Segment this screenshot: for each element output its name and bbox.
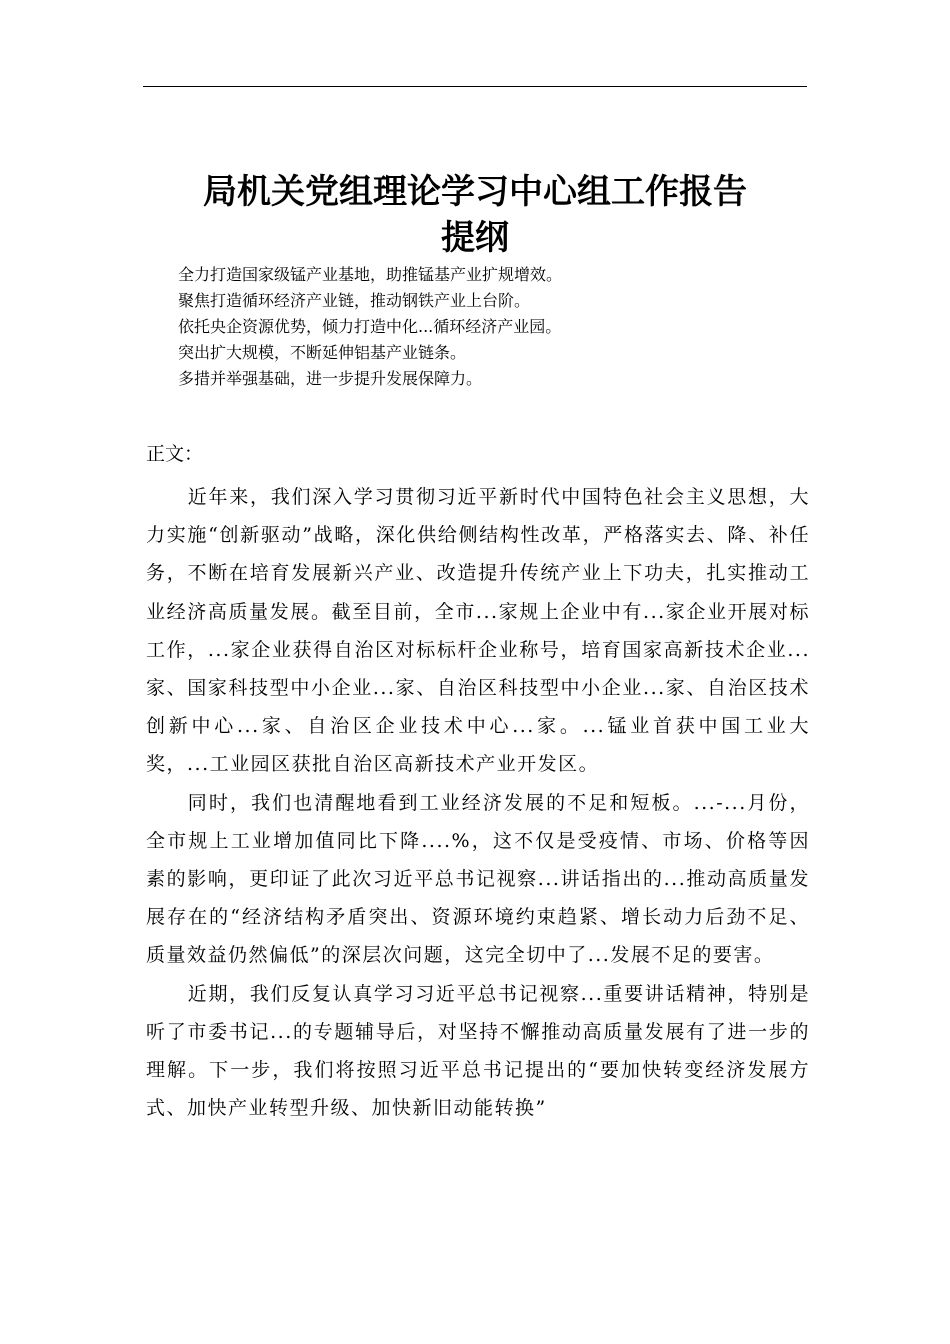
body-text: [146, 478, 810, 1127]
body-paragraph: 同时，我们也清醒地看到工业经济发展的不足和短板。...-...月份，全市规上工业增加值同比下降....%，这不仅是受疫情、市场、价格等因素的影响，更印证了此次习近平总书记视察...讲话指出的...推动高质量发展存在的“经济结构矛盾突出、资源环境约束趋紧、增长动力后劲不足、质量效益仍然偏低”的深层次问题，这完全切中了...发展不足的要害。: [146, 791, 810, 967]
header-rule: [143, 86, 807, 87]
body-paragraph: 近年来，我们深入学习贯彻习近平新时代中国特色社会主义思想，大力实施“创新驱动”战略，深化供给侧结构性改革，严格落实去、降、补任务，不断在培育发展新兴产业、改造提升传统产业上下功夫，扎实推动工业经济高质量发展。截至目前，全市...家规上企业中有...家企业开展对标工作，...家企业获得自治区对标标杆企业称号，培育国家高新技术企业...家、国家科技型中小企业...家、自治区科技型中小企业...家、自治区技术创新中心...家、自治区企业技术中心...家。...锰业首获中国工业大奖，...工业园区获批自治区高新技术产业开发区。: [146, 486, 810, 776]
outline-item: 聚焦打造循环经济产业链，推动钢铁产业上台阶。: [178, 291, 531, 310]
outline-item: 全力打造国家级锰产业基地，助推锰基产业扩规增效。: [178, 265, 563, 284]
document-title-line-2: 提纲: [441, 218, 509, 258]
outline-item: 多措并举强基础，进一步提升发展保障力。: [178, 369, 483, 388]
outline-item: 依托央企资源优势，倾力打造中化...循环经济产业园。: [178, 317, 562, 336]
body-paragraph: 近期，我们反复认真学习习近平总书记视察...重要讲话精神，特别是听了市委书记...的专题辅导后，对坚持不懈推动高质量发展有了进一步的理解。下一步，我们将按照习近平总书记提出的“要加快转变经济发展方式、加快产业转型升级、加快新旧动能转换”: [146, 982, 810, 1120]
document-title-line-1: 局机关党组理论学习中心组工作报告: [203, 172, 747, 212]
outline-item: 突出扩大规模，不断延伸铝基产业链条。: [178, 343, 467, 362]
body-label: 正文：: [146, 443, 204, 465]
outline-list: [178, 262, 562, 392]
